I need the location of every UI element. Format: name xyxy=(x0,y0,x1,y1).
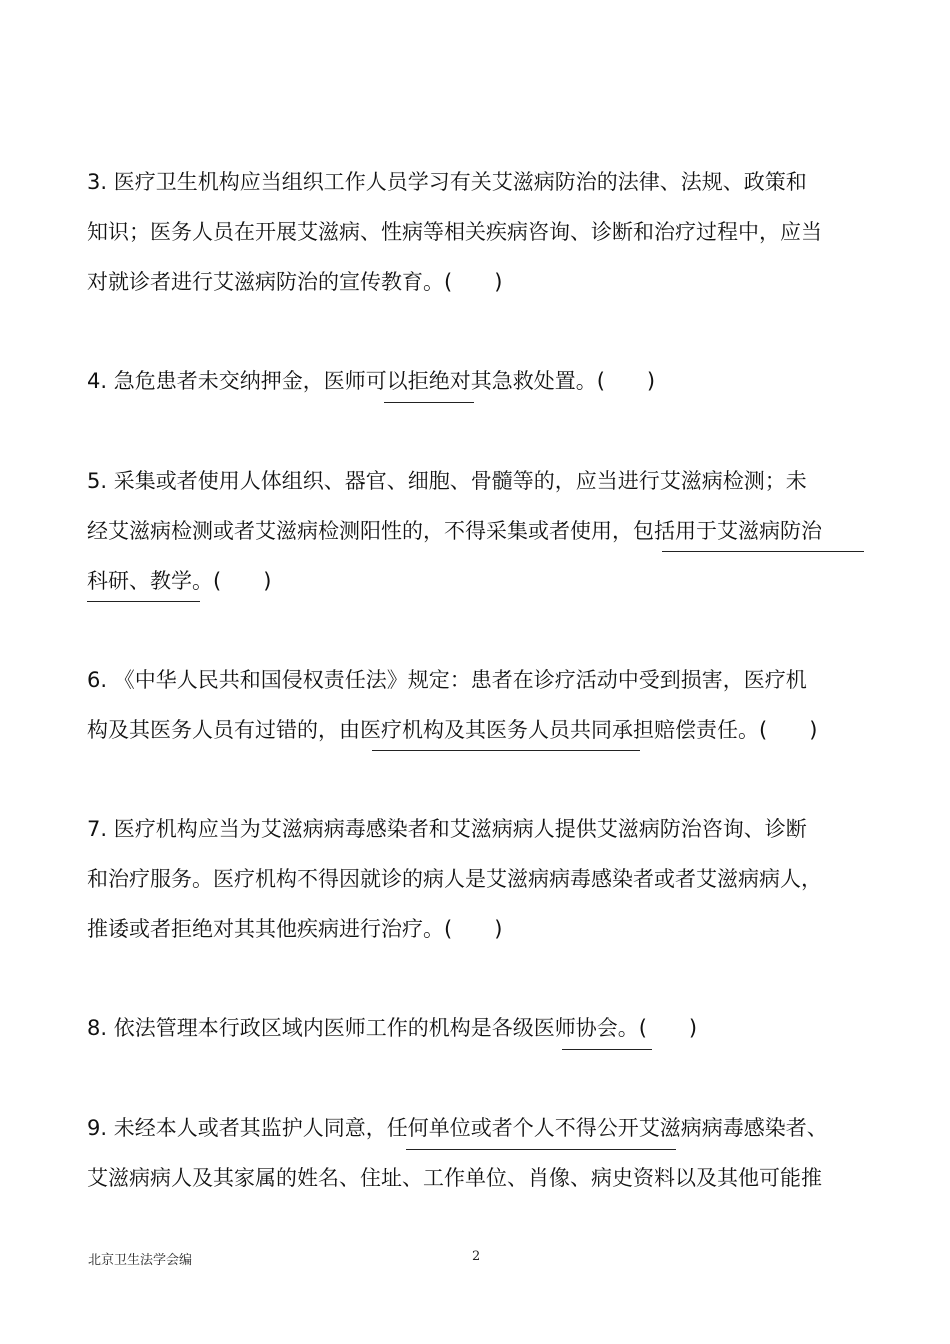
question-3-line-1: 3. 医疗卫生机构应当组织工作人员学习有关艾滋病防治的法律、法规、政策和 xyxy=(87,170,807,194)
question-5-line-3: 科研、教学。( ) xyxy=(87,569,272,593)
question-9-line-1: 9. 未经本人或者其监护人同意，任何单位或者个人不得公开艾滋病病毒感染者、 xyxy=(87,1116,828,1140)
question-5-line-1: 5. 采集或者使用人体组织、器官、细胞、骨髓等的，应当进行艾滋病检测；未 xyxy=(87,469,807,493)
underline-mark xyxy=(406,1149,676,1150)
underline-mark xyxy=(662,551,864,552)
page-number: 2 xyxy=(472,1249,481,1264)
question-5-line-2: 经艾滋病检测或者艾滋病检测阳性的，不得采集或者使用，包括用于艾滋病防治 xyxy=(87,519,822,543)
underline-mark xyxy=(384,402,474,403)
underline-mark xyxy=(372,750,640,751)
footer-publisher: 北京卫生法学会编 xyxy=(88,1253,193,1268)
question-3-line-3: 对就诊者进行艾滋病防治的宣传教育。( ) xyxy=(87,270,503,294)
question-7-line-3: 推诿或者拒绝对其其他疾病进行治疗。( ) xyxy=(87,917,503,941)
underline-mark xyxy=(562,1049,652,1050)
question-4-line-1: 4. 急危患者未交纳押金，医师可以拒绝对其急救处置。( ) xyxy=(87,369,656,393)
underline-mark xyxy=(87,601,200,602)
question-3-line-2: 知识；医务人员在开展艾滋病、性病等相关疾病咨询、诊断和治疗过程中，应当 xyxy=(87,220,822,244)
question-8-line-1: 8. 依法管理本行政区域内医师工作的机构是各级医师协会。( ) xyxy=(87,1016,698,1040)
question-6-line-2: 构及其医务人员有过错的，由医疗机构及其医务人员共同承担赔偿责任。( ) xyxy=(87,718,818,742)
question-7-line-2: 和治疗服务。医疗机构不得因就诊的病人是艾滋病病毒感染者或者艾滋病病人， xyxy=(87,867,822,891)
question-9-line-2: 艾滋病病人及其家属的姓名、住址、工作单位、肖像、病史资料以及其他可能推 xyxy=(87,1166,822,1190)
question-6-line-1: 6. 《中华人民共和国侵权责任法》规定：患者在诊疗活动中受到损害，医疗机 xyxy=(87,668,807,692)
question-7-line-1: 7. 医疗机构应当为艾滋病病毒感染者和艾滋病病人提供艾滋病防治咨询、诊断 xyxy=(87,817,807,841)
